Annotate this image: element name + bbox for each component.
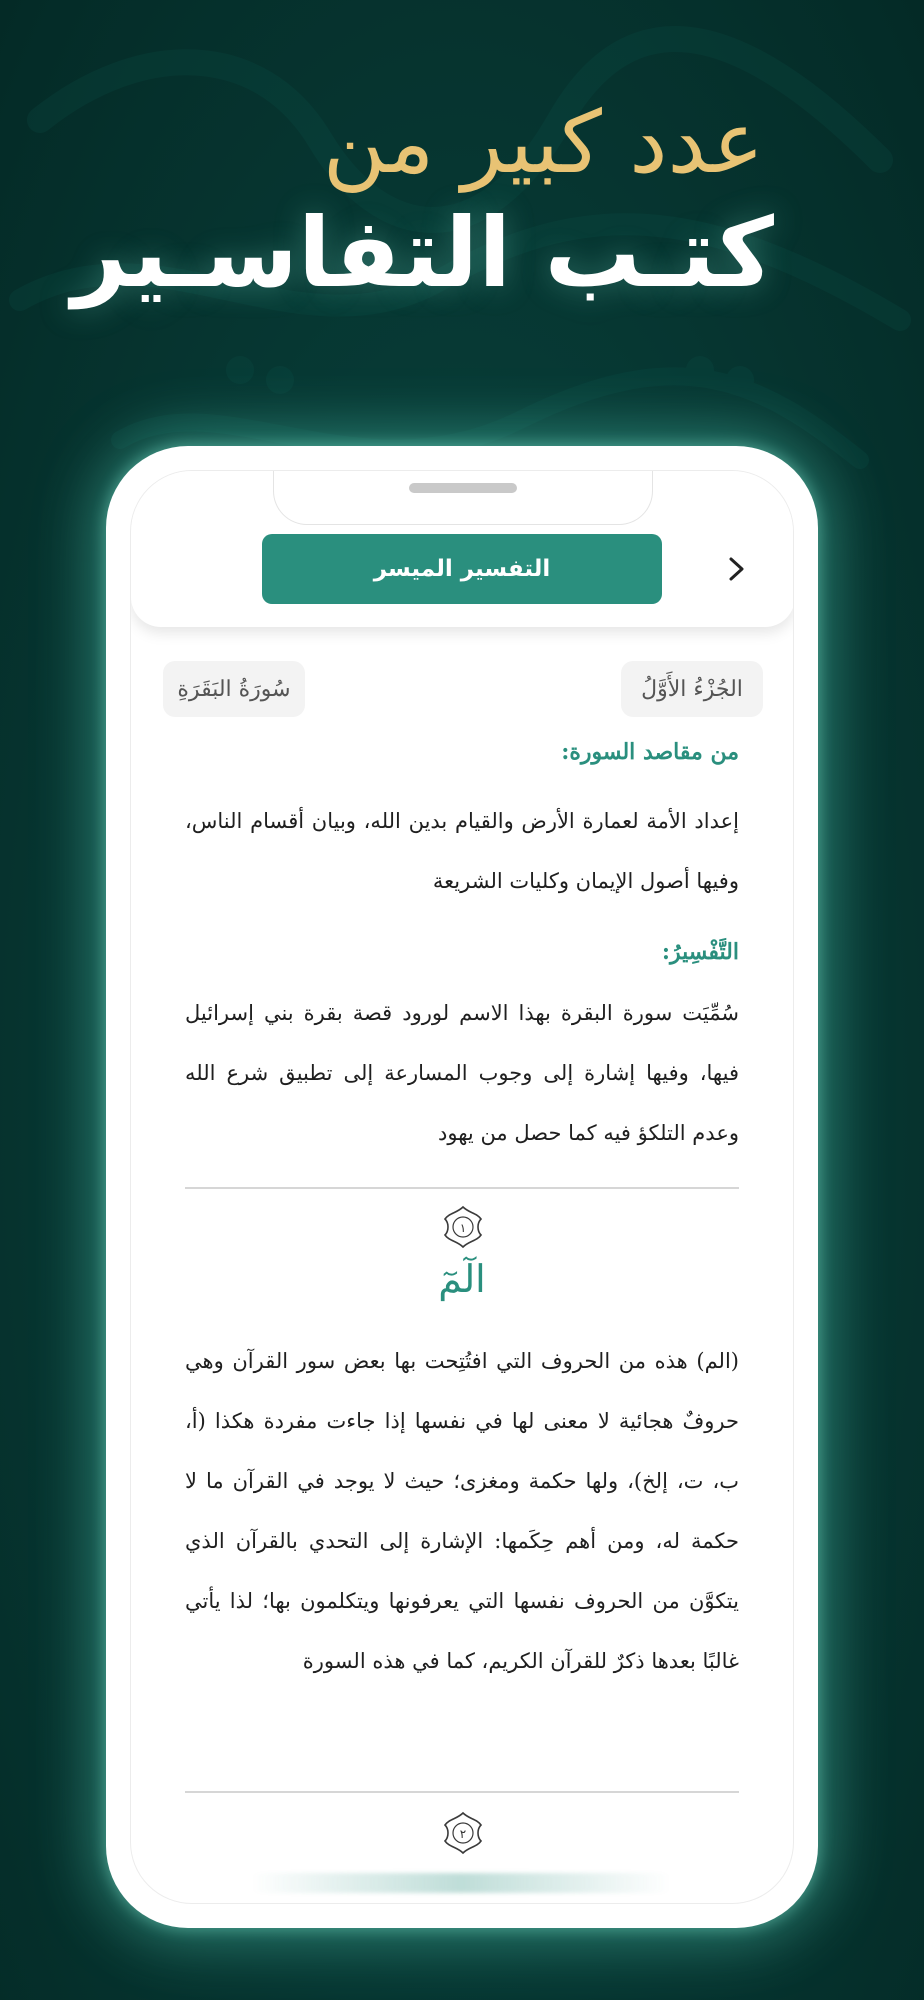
ayah-number-2: ٢ xyxy=(459,1827,467,1841)
tafsir-title-button[interactable]: التفسير الميسر xyxy=(262,534,662,604)
phone-notch xyxy=(273,470,653,525)
phone-screen xyxy=(130,470,794,1904)
section-divider xyxy=(185,1187,739,1189)
chevron-right-icon[interactable] xyxy=(719,551,755,587)
ayah-number-2-icon xyxy=(441,1811,485,1855)
verse-1-text: الٓمٓ xyxy=(438,1257,486,1301)
ayah-number-1-icon xyxy=(441,1205,485,1249)
section-divider xyxy=(185,1791,739,1793)
promo-headline-line2: كتـب التفاسـير xyxy=(71,197,774,309)
surah-purposes-text: إعداد الأمة لعمارة الأرض والقيام بدين الله، وبيان أقسام الناس، وفيها أصول الإيمان وكليات الشريعة xyxy=(185,809,739,893)
surah-purposes-heading: من مقاصد السورة: xyxy=(561,739,739,765)
surah-label: سُورَةُ البَقَرَةِ xyxy=(163,661,305,717)
phone-speaker xyxy=(409,483,517,493)
tafsir-heading: التَّفْسِيرُ: xyxy=(661,939,739,965)
verse-1-tafsir: (الم) هذه من الحروف التي افتُتِحت بها بعض سور القرآن وهي حروفٌ هجائية لا معنى لها في نفسها إذا جاءت مفردة هكذا (أ، ب، ت، إلخ)، ولها حكمة ومغزى؛ حيث لا يوجد في القرآن ما لا حكمة له، ومن أهم حِكَمها: الإشارة إلى التحدي بالقرآن الذي يتكوَّن من الحروف نفسها التي يعرفونها ويتكلمون بها؛ لذا يأتي غالبًا بعدها ذكرٌ للقرآن الكريم، كما في هذه السورة xyxy=(185,1349,739,1673)
promo-headline-line1: عدد كبير من xyxy=(322,93,764,193)
ayah-number-1: ١ xyxy=(459,1221,467,1235)
juz-label: الجُزْءُ الأَوَّلُ xyxy=(621,661,763,717)
next-verse-preview xyxy=(251,1873,671,1893)
phone-frame xyxy=(106,446,818,1928)
tafsir-intro-text: سُمِّيَت سورة البقرة بهذا الاسم لورود قصة بقرة بني إسرائيل فيها، وفيها إشارة إلى وجوب المسارعة إلى تطبيق شرع الله وعدم التلكؤ فيه كما حصل من يهود xyxy=(185,1001,739,1145)
